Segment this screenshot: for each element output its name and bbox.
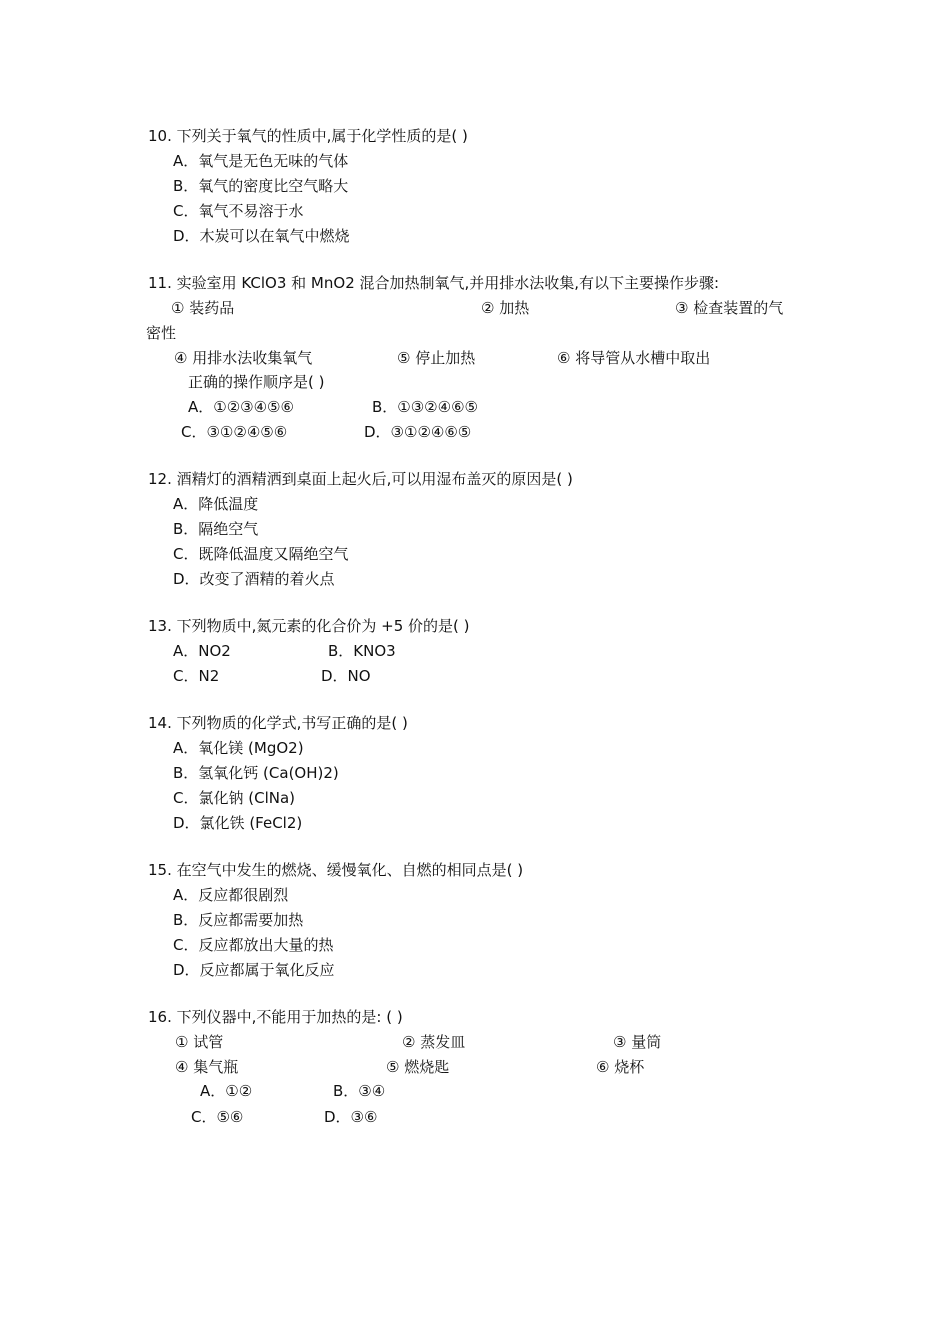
question-16-option-c: C．⑤⑥ — [191, 1108, 244, 1126]
question-10-option-d: D．木炭可以在氧气中燃烧 — [173, 227, 350, 245]
question-14-option-d: D．氯化铁 (FeCl2) — [173, 814, 303, 832]
question-16-option-a: A．①② — [200, 1082, 253, 1100]
question-16-item-1: ① 试管 — [175, 1033, 224, 1051]
question-12-stem: 12. 酒精灯的酒精洒到桌面上起火后,可以用湿布盖灭的原因是( ) — [148, 470, 573, 488]
question-11-option-c: C．③①②④⑤⑥ — [181, 423, 288, 441]
question-15-option-c: C．反应都放出大量的热 — [173, 936, 334, 954]
question-13-option-d: D．NO — [321, 667, 371, 685]
question-16-item-5: ⑤ 燃烧匙 — [386, 1058, 450, 1076]
question-10-option-b: B．氧气的密度比空气略大 — [173, 177, 349, 195]
question-11-step-4: ④ 用排水法收集氧气 — [174, 349, 313, 367]
question-14-option-c: C．氯化钠 (ClNa) — [173, 789, 295, 807]
question-11-step-2: ② 加热 — [481, 299, 530, 317]
question-11-prompt: 正确的操作顺序是( ) — [188, 373, 325, 391]
question-13-option-b: B．KNO3 — [328, 642, 396, 660]
question-11-step-6: ⑥ 将导管从水槽中取出 — [557, 349, 711, 367]
question-11-step-3: ③ 检查装置的气 — [675, 299, 784, 317]
question-11-step-5: ⑤ 停止加热 — [397, 349, 476, 367]
question-12-option-a: A．降低温度 — [173, 495, 259, 513]
question-14-option-a: A．氧化镁 (MgO2) — [173, 739, 304, 757]
question-15-option-b: B．反应都需要加热 — [173, 911, 304, 929]
question-11-option-a: A．①②③④⑤⑥ — [188, 398, 294, 416]
question-16-item-4: ④ 集气瓶 — [175, 1058, 239, 1076]
question-13-option-c: C．N2 — [173, 667, 220, 685]
question-15-option-d: D．反应都属于氧化反应 — [173, 961, 335, 979]
question-10-option-c: C．氧气不易溶于水 — [173, 202, 304, 220]
question-16-item-2: ② 蒸发皿 — [402, 1033, 466, 1051]
question-12-option-b: B．隔绝空气 — [173, 520, 259, 538]
question-11-step-1: ① 装药品 — [171, 299, 235, 317]
question-13-stem: 13. 下列物质中,氮元素的化合价为 +5 价的是( ) — [148, 617, 470, 635]
question-16-stem: 16. 下列仪器中,不能用于加热的是: ( ) — [148, 1008, 403, 1026]
question-11-option-d: D．③①②④⑥⑤ — [364, 423, 472, 441]
question-15-option-a: A．反应都很剧烈 — [173, 886, 289, 904]
question-12-option-c: C．既降低温度又隔绝空气 — [173, 545, 349, 563]
question-16-option-b: B．③④ — [333, 1082, 386, 1100]
question-14-stem: 14. 下列物质的化学式,书写正确的是( ) — [148, 714, 408, 732]
question-10-stem: 10. 下列关于氧气的性质中,属于化学性质的是( ) — [148, 127, 468, 145]
question-14-option-b: B．氢氧化钙 (Ca(OH)2) — [173, 764, 339, 782]
question-16-item-6: ⑥ 烧杯 — [596, 1058, 645, 1076]
question-16-item-3: ③ 量筒 — [613, 1033, 662, 1051]
question-12-option-d: D．改变了酒精的着火点 — [173, 570, 335, 588]
question-11-stem: 11. 实验室用 KClO3 和 MnO2 混合加热制氧气,并用排水法收集,有以下主要操作步骤: — [148, 274, 720, 292]
question-13-option-a: A．NO2 — [173, 642, 231, 660]
question-15-stem: 15. 在空气中发生的燃烧、缓慢氧化、自燃的相同点是( ) — [148, 861, 524, 879]
question-16-option-d: D．③⑥ — [324, 1108, 378, 1126]
question-11-step-3-continuation: 密性 — [146, 324, 177, 342]
question-10-option-a: A．氧气是无色无味的气体 — [173, 152, 349, 170]
question-11-option-b: B．①③②④⑥⑤ — [372, 398, 478, 416]
